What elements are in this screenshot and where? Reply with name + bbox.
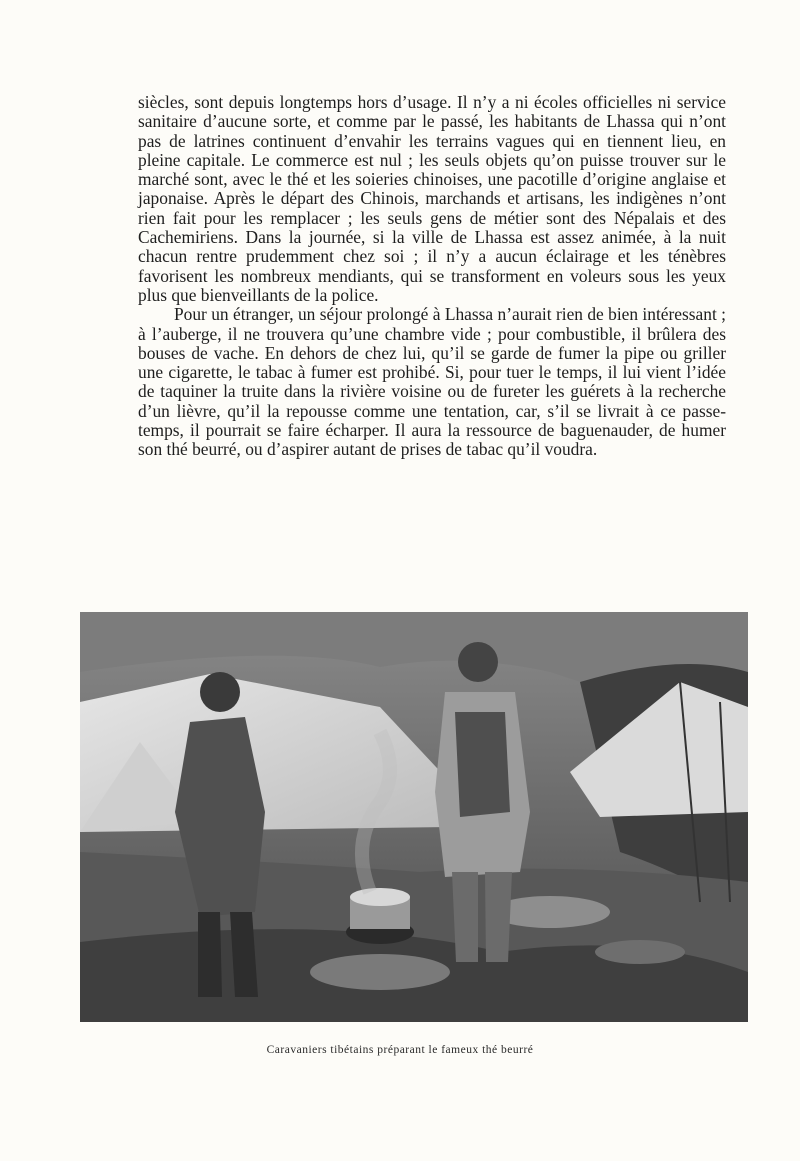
paragraph-2: Pour un étranger, un séjour prolongé à Lhassa n’aurait rien de bien intéressant ; à l’auberge, il ne trouvera qu’une chambre vide ; pour combustible, il brûlera des bouses de vache. En dehors de chez lui, qu’il se garde de fumer la pipe ou griller une cigarette, le tabac à fumer est prohibé. Si, pour tuer le temps, il lui vient l’idée de taquiner la truite dans la rivière voisine ou de fureter les guérets à la recherche d’un lièvre, qu’il la repousse comme une tentation, car, s’il se livrait à ce passe-temps, il pourrait se faire écharper. Il aura la ressource de baguenauder, de humer son thé beurré, ou d’aspirer autant de prises de tabac qu’il voudra. bbox=[138, 304, 726, 460]
paragraph-1: siècles, sont depuis longtemps hors d’usage. Il n’y a ni écoles officielles ni service sanitaire d’aucune sorte, et comme par le passé, les habitants de Lhassa qui n’ont pas de latrines continuent d’envahir les terrains vagues qui en tiennent lieu, en pleine capitale. Le commerce est nul ; les seuls objets qu’on puisse trouver sur le marché sont, avec le thé et les soieries chinoises, une pacotille d’origine anglaise et japonaise. Après le départ des Chinois, marchands et artisans, les indigènes n’ont rien fait pour les remplacer ; les seuls gens de métier sont des Népalais et des Cachemiriens. Dans la journée, si la ville de Lhassa est assez animée, à la nuit chacun rentre prudemment chez soi ; il n’y a aucun éclairage et les ténèbres favorisent les nombreux mendiants, qui se transforment en voleurs sous les yeux plus que bienveillants de la police. bbox=[138, 92, 726, 305]
body-text bbox=[138, 93, 726, 460]
figure-caption: Caravaniers tibétains préparant le fameux thé beurré bbox=[266, 1044, 534, 1056]
photograph-caravan-tea bbox=[80, 612, 748, 1022]
